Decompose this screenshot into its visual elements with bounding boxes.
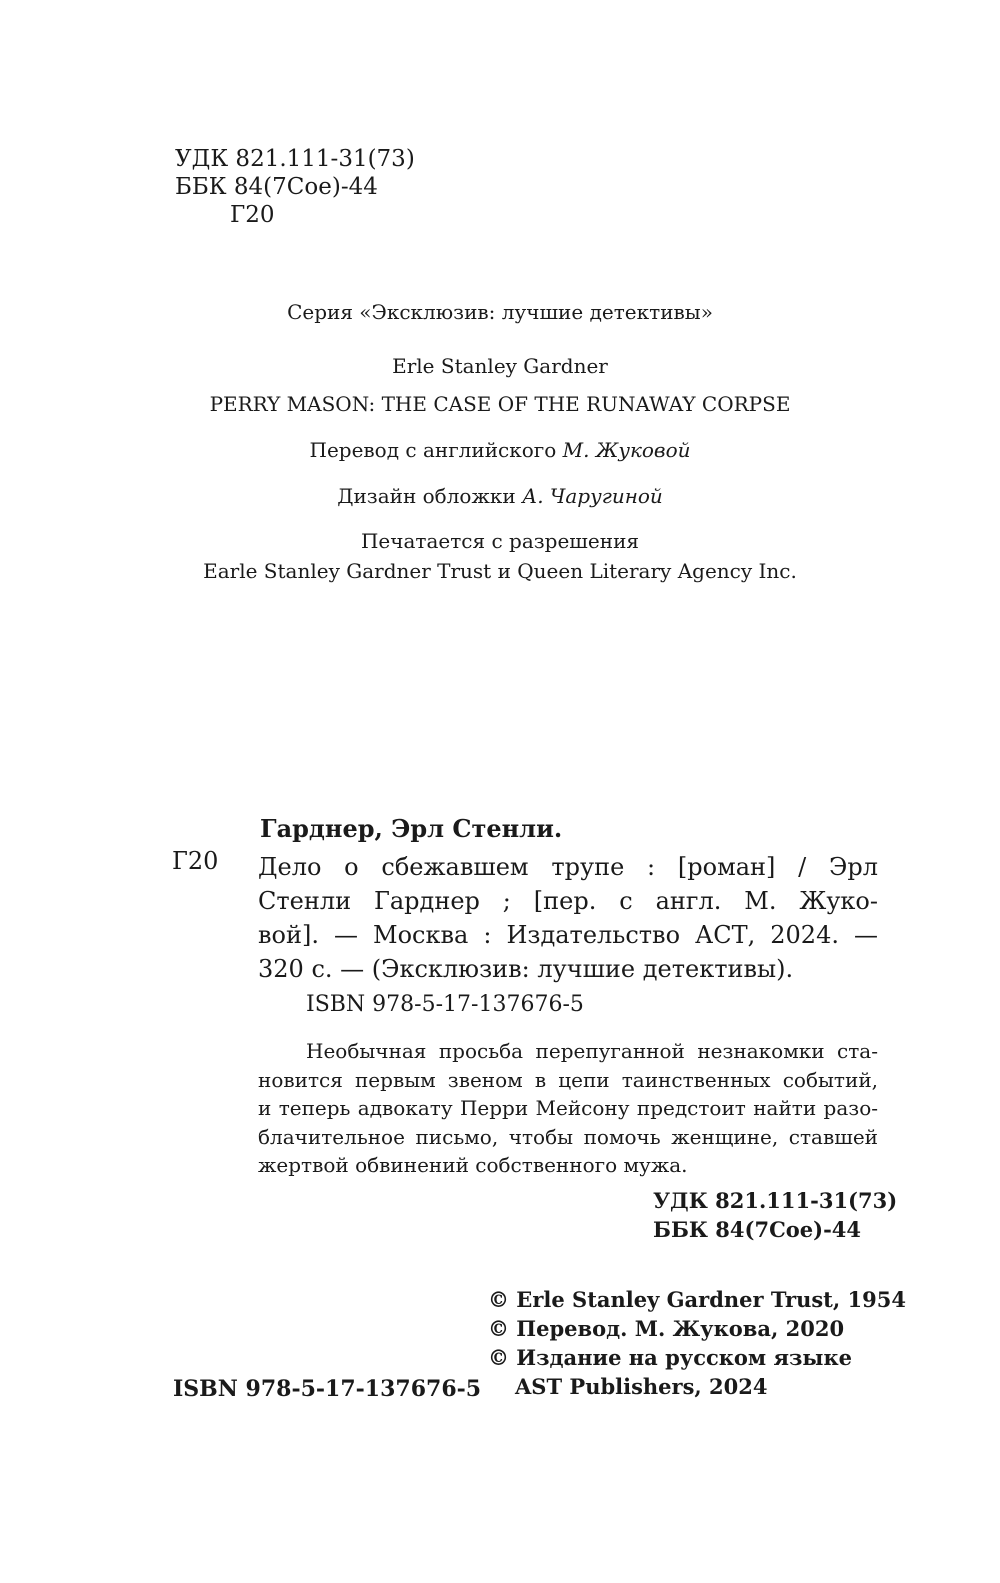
description-line: Дело о сбежавшем трупе : [роман] / Эрл — [258, 853, 878, 881]
description-line: Стенли Гарднер ; [пер. с англ. М. Жуко- — [258, 887, 878, 915]
description-line: 320 с. — (Эксклюзив: лучшие детективы). — [258, 955, 794, 983]
original-title: PERRY MASON: THE CASE OF THE RUNAWAY CORPSE — [209, 392, 791, 416]
annotation-line: и теперь адвокату Перри Мейсону предстоит найти разо- — [258, 1096, 878, 1120]
series-name: Серия «Эксклюзив: лучшие детективы» — [287, 300, 713, 324]
bbk-code: ББК 84(7Сое)-44 — [175, 174, 378, 200]
cover-designer-name: А. Чаругиной — [522, 484, 663, 508]
translation-credit — [0, 438, 1000, 462]
catalog-heading: Гарднер, Эрл Стенли. — [260, 814, 563, 843]
annotation-line: новится первым звеном в цепи таинственных событий, — [258, 1067, 878, 1092]
original-author: Erle Stanley Gardner — [392, 354, 608, 378]
permission-line-2: Earle Stanley Gardner Trust и Queen Literary Agency Inc. — [203, 559, 797, 583]
copyright-line: © Издание на русском языке — [488, 1345, 852, 1370]
translation-label: Перевод с английского — [309, 438, 557, 462]
annotation-line: блачительное письмо, чтобы помочь женщине, ставшей — [258, 1124, 878, 1149]
copyright-line: © Erle Stanley Gardner Trust, 1954 — [488, 1287, 906, 1312]
annotation — [258, 1037, 878, 1180]
cover-credit — [0, 484, 1000, 508]
annotation-line: жертвой обвинений собственного мужа. — [258, 1153, 688, 1177]
catalog-classification — [653, 1186, 897, 1244]
annotation-line: Необычная просьба перепуганной незнакомки ста- — [306, 1039, 878, 1063]
cover-label: Дизайн обложки — [337, 484, 516, 508]
catalog-udk: УДК 821.111-31(73) — [653, 1188, 898, 1213]
udk-code: УДК 821.111-31(73) — [175, 146, 415, 172]
catalog-description — [258, 850, 878, 986]
permission-line-1: Печатается с разрешения — [360, 529, 640, 553]
copyright-line: © Перевод. М. Жукова, 2020 — [488, 1316, 845, 1341]
catalog-bbk: ББК 84(7Сое)-44 — [653, 1217, 862, 1242]
translator-name: М. Жуковой — [562, 438, 691, 462]
catalog-isbn: ISBN 978-5-17-137676-5 — [306, 992, 584, 1017]
isbn-bottom: ISBN 978-5-17-137676-5 — [173, 1376, 482, 1402]
catalog-author-mark: Г20 — [172, 847, 219, 875]
copyright-block — [488, 1285, 906, 1401]
author-mark: Г20 — [230, 202, 275, 228]
classification-block — [175, 145, 415, 229]
description-line: вой]. — Москва : Издательство АСТ, 2024. — — [258, 921, 878, 949]
copyright-line: AST Publishers, 2024 — [515, 1374, 768, 1399]
